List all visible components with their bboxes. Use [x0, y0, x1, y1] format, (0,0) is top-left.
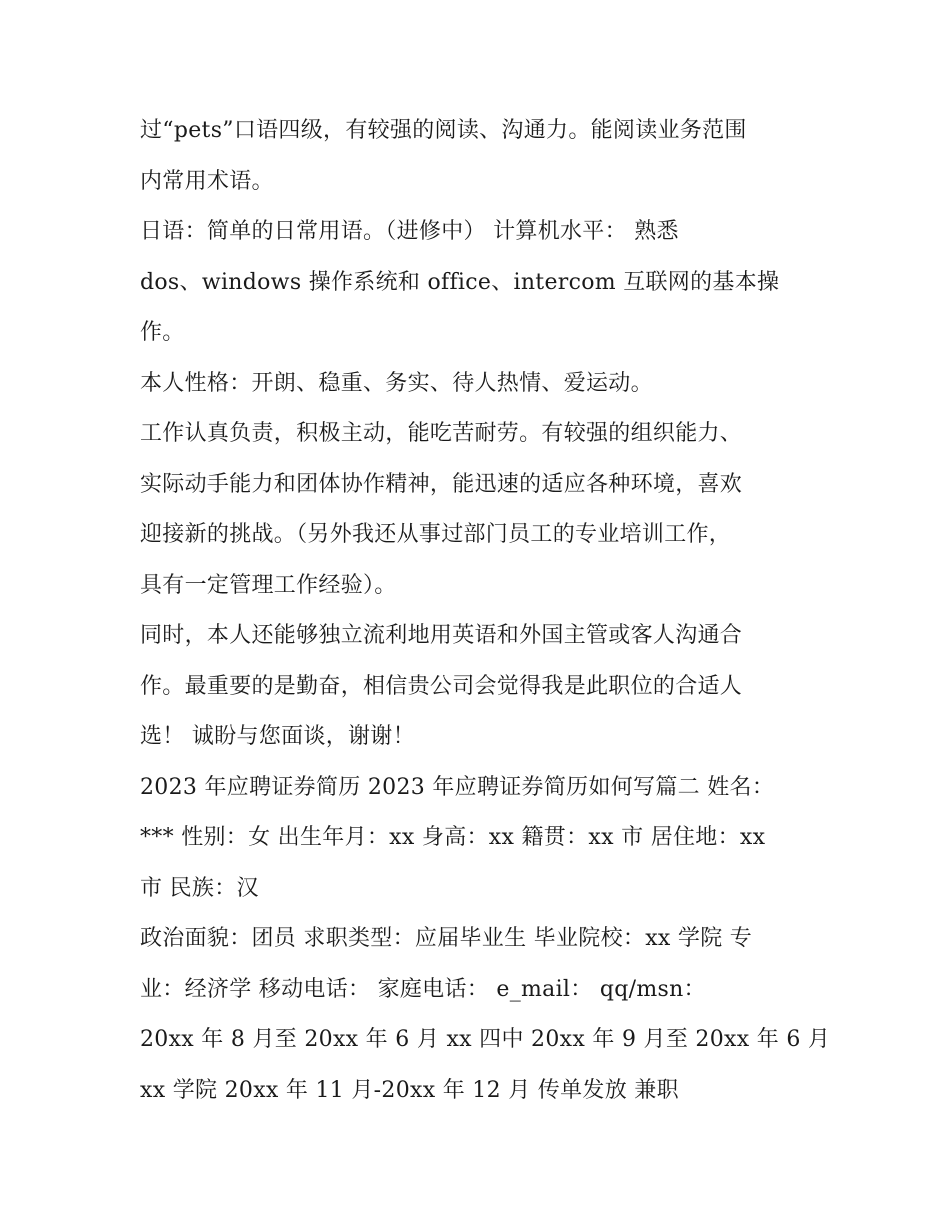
text-line-5: 作。	[140, 320, 185, 345]
text-line-10: 具有一定管理工作经验）。	[140, 572, 397, 598]
text-line-9: 迎接新的挑战。（另外我还从事过部门员工的专业培训工作，	[140, 522, 732, 547]
document-body	[140, 106, 831, 1116]
text-line-11: 同时，本人还能够独立流利地用英语和外国主管或客人沟通合	[140, 623, 743, 648]
text-line-13: 选！ 诚盼与您面谈，谢谢！	[140, 724, 415, 749]
text-line-6: 本人性格：开朗、稳重、务实、待人热情、爱运动。	[140, 370, 653, 396]
text-line-14: 2023 年应聘证券简历 2023 年应聘证券简历如何写篇二 姓名：	[140, 774, 775, 800]
text-line-2: 内常用术语。	[140, 168, 274, 194]
text-line-18: 业：经济学 移动电话： 家庭电话： e_mail： qq/msn：	[140, 976, 706, 1002]
text-line-16: 市 民族：汉	[140, 875, 259, 901]
text-line-3: 日语：简单的日常用语。（进修中） 计算机水平： 熟悉	[140, 219, 679, 244]
text-line-19: 20xx 年 8 月至 20xx 年 6 月 xx 四中 20xx 年 9 月至 20xx 年 6 月	[140, 1027, 831, 1052]
text-line-15: *** 性别：女 出生年月：xx 身高：xx 籍贯：xx 市 居住地：xx	[140, 825, 766, 850]
text-line-7: 工作认真负责，积极主动，能吃苦耐劳。有较强的组织能力、	[140, 421, 743, 446]
text-line-12: 作。最重要的是勤奋，相信贵公司会觉得我是此职位的合适人	[140, 673, 743, 699]
text-line-8: 实际动手能力和团体协作精神，能迅速的适应各种环境，喜欢	[140, 471, 743, 497]
text-line-17: 政治面貌：团员 求职类型：应届毕业生 毕业院校：xx 学院 专	[140, 926, 753, 951]
text-line-1: 过“pets”口语四级，有较强的阅读、沟通力。能阅读业务范围	[140, 118, 747, 143]
text-line-20: xx 学院 20xx 年 11 月-20xx 年 12 月 传单发放 兼职	[140, 1077, 679, 1103]
text-line-4: dos、windows 操作系统和 office、intercom 互联网的基本操	[140, 269, 780, 295]
